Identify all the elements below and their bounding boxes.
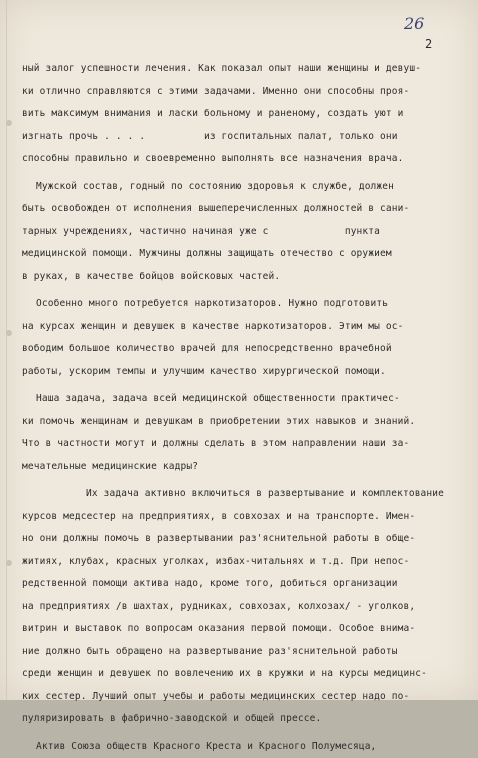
text-line: тарных учреждениях, частично начиная уже с пункта [22,221,462,244]
text-line: на предприятиях /в шахтах, рудниках, совхозах, колхозах/ - уголков, [22,596,462,619]
text-line: изгнать прочь . . . . из госпитальных палат, только они [22,126,462,149]
body-text [22,58,462,758]
text-line: ный залог успешности лечения. Как показал опыт наши женщины и девуш- [22,58,462,81]
binding-hole [6,120,12,126]
margin-line [6,0,7,700]
text-line: житиях, клубах, красных уголках, избах-читальнях и т.д. При непос- [22,551,462,574]
paragraph-start-line: Мужской состав, годный по состоянию здоровья к службе, должен [22,176,462,199]
text-line: курсов медсестер на предприятиях, в совхозах и на транспорте. Имен- [22,506,462,529]
paragraph-start-line: Их задача активно включиться в развертывание и комплектование [22,483,462,506]
text-line: мечательные медицинские кадры? [22,456,462,479]
text-line: пуляризировать в фабрично-заводской и общей прессе. [22,708,462,731]
text-line: ких сестер. Лучший опыт учебы и работы медицинских сестер надо по- [22,686,462,709]
text-line: ки помочь женщинам и девушкам в приобретении этих навыков и знаний. [22,411,462,434]
text-line: медицинской помощи. Мужчины должны защищать отечество с оружием [22,243,462,266]
page-number: 2 [425,37,432,51]
text-line: среди женщин и девушек по вовлечению их в кружки и на курсы медицинс- [22,663,462,686]
text-line: работы, ускорим темпы и улучшим качество хирургической помощи. [22,361,462,384]
text-line: редственной помощи актива надо, кроме того, добиться организации [22,573,462,596]
binding-hole [6,560,12,566]
handwritten-folio-number: 26 [404,14,424,33]
paragraph-start-line: Наша задача, задача всей медицинской общественности практичес- [22,388,462,411]
binding-hole [6,330,12,336]
text-line: в руках, в качестве бойцов войсковых частей. [22,266,462,289]
text-line: Что в частности могут и должны сделать в этом направлении наши за- [22,433,462,456]
text-line: быть освобожден от исполнения вышеперечисленных должностей в сани- [22,198,462,221]
text-line: ки отлично справляются с этими задачами. Именно они способны проя- [22,81,462,104]
text-line: на курсах женщин и девушек в качестве наркотизаторов. Этим мы ос- [22,316,462,339]
text-line: вободим большое количество врачей для непосредственно врачебной [22,338,462,361]
paragraph-start-line: Актив Союза обществ Красного Креста и Красного Полумесяца, [22,736,462,758]
text-line: но они должны помочь в развертывании раз'яснительной работы в обще- [22,528,462,551]
text-line: вить максимум внимания и ласки больному и раненому, создать уют и [22,103,462,126]
text-line: ние должно быть обращено на развертывание раз'яснительной работы [22,641,462,664]
paragraph-start-line: Особенно много потребуется наркотизаторов. Нужно подготовить [22,293,462,316]
text-line: способны правильно и своевременно выполнять все назначения врача. [22,148,462,171]
text-line: витрин и выставок по вопросам оказания первой помощи. Особое внима- [22,618,462,641]
